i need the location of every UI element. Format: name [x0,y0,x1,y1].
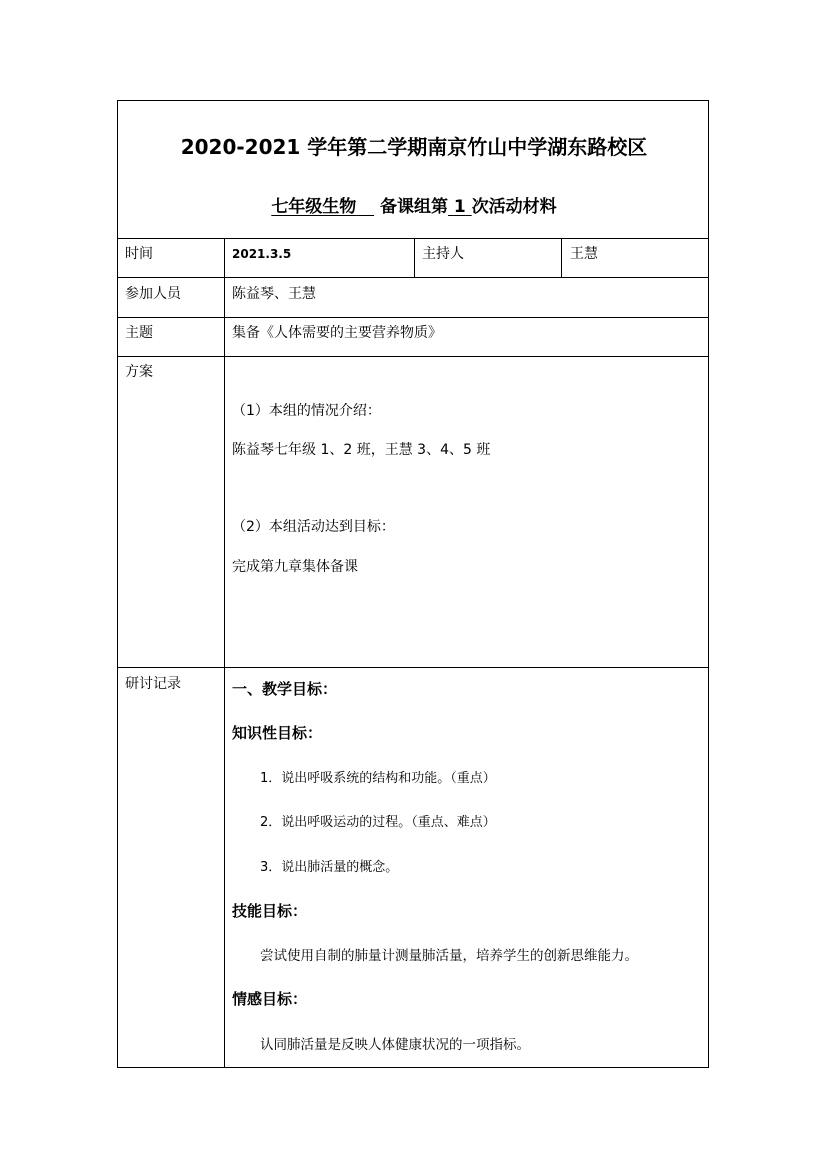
row-divider [118,356,708,357]
document-subtitle [118,192,710,217]
activity-number: 1 [453,197,466,217]
row-divider [118,317,708,318]
column-divider [414,238,415,277]
column-divider [224,238,225,1067]
plan-item2-heading: （2）本组活动达到目标： [232,519,395,535]
row-divider [118,667,708,668]
document-table [117,100,709,1068]
skill-goal-text: 尝试使用自制的肺量计测量肺活量，培养学生的创新思维能力。 [260,948,638,964]
emotion-goal-text: 认同肺活量是反映人体健康状况的一项指标。 [260,1037,530,1053]
subject-underline-gap [356,197,374,217]
knowledge-goal-item: 3．说出肺活量的概念。 [260,860,399,875]
knowledge-goal-item: 1．说出呼吸系统的结构和功能。（重点） [260,771,496,786]
participants-value: 陈益琴、王慧 [232,286,316,302]
record-label: 研讨记录 [125,676,181,692]
plan-item2-text: 完成第九章集体备课 [232,559,358,575]
knowledge-goals-heading: 知识性目标： [232,724,323,742]
row-divider [118,277,708,278]
participants-label: 参加人员 [125,286,181,302]
document-title: 2020-2021 学年第二学期南京竹山中学湖东路校区 [180,135,648,159]
knowledge-goal-item: 2．说出呼吸运动的过程。（重点、难点） [260,815,496,830]
plan-label: 方案 [125,364,153,380]
time-label: 时间 [125,246,153,262]
skill-goals-heading: 技能目标： [232,902,308,920]
column-divider [561,238,562,277]
subject-group: 七年级生物 [271,197,357,217]
plan-item1-text: 陈益琴七年级 1、2 班，王慧 3、4、5 班 [232,442,491,458]
host-label: 主持人 [422,246,464,262]
topic-value: 集备《人体需要的主要营养物质》 [232,325,442,341]
host-value: 王慧 [570,246,598,262]
teaching-goals-heading: 一、教学目标： [232,680,338,698]
subtitle-end: 次活动材料 [471,197,557,217]
time-value: 2021.3.5 [232,247,292,261]
emotion-goals-heading: 情感目标： [232,990,308,1008]
plan-item1-heading: （1）本组的情况介绍： [232,403,381,419]
topic-label: 主题 [125,325,153,341]
subtitle-middle: 备课组第 [380,197,448,217]
row-divider [118,238,708,239]
